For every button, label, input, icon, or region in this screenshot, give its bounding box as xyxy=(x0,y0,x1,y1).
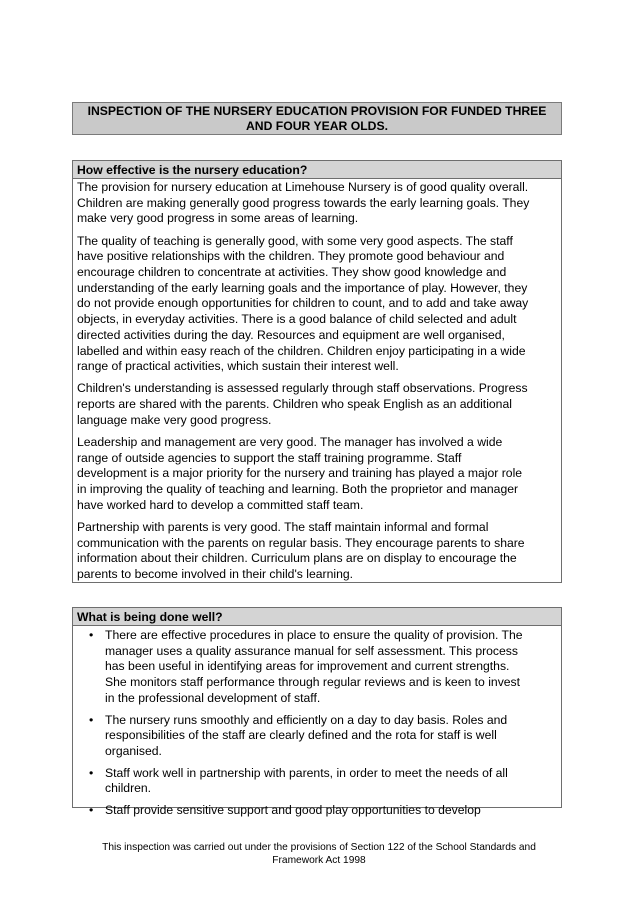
list-item-line: responsibilities of the staff are clearly defined and the rota for staff is well xyxy=(105,728,497,743)
list-item-line: There are effective procedures in place to ensure the quality of provision. The xyxy=(105,628,523,642)
paragraph-line: communication with the parents on regular basis. They encourage parents to share xyxy=(77,535,525,550)
paragraph xyxy=(77,435,557,514)
bullet-icon: • xyxy=(89,712,94,727)
paragraph-line: language make very good progress. xyxy=(77,412,272,427)
list-item xyxy=(73,713,561,760)
report-title-line-2: AND FOUR YEAR OLDS. xyxy=(246,119,388,133)
done-well-list xyxy=(73,626,561,819)
paragraph-line: Leadership and management are very good. The manager has involved a wide xyxy=(77,435,503,450)
effectiveness-heading: How effective is the nursery education? xyxy=(73,161,561,179)
paragraph-line: labelled and within easy reach of the children. Children enjoy participating in a wide xyxy=(77,343,526,358)
list-item xyxy=(73,766,561,797)
paragraph-line: development is a major priority for the nursery and training has played a major role xyxy=(77,466,523,481)
paragraph-line: in improving the quality of teaching and learning. Both the proprietor and manager xyxy=(77,482,519,497)
done-well-heading: What is being done well? xyxy=(73,608,561,626)
paragraph xyxy=(77,234,557,375)
paragraph-line: encourage children to concentrate at activities. They show good knowledge and xyxy=(77,265,507,280)
list-item-line: children. xyxy=(105,781,152,796)
footer-line-1: This inspection was carried out under the provisions of Section 122 of the School Standards and xyxy=(102,842,536,853)
paragraph-line: The quality of teaching is generally good, with some very good aspects. The staff xyxy=(77,233,513,248)
paragraph-line: reports are shared with the parents. Children who speak English as an additional xyxy=(77,397,512,412)
list-item xyxy=(73,803,561,819)
paragraph-line: directed activities during the day. Resources and equipment are well organised, xyxy=(77,327,505,342)
list-item-line: Staff provide sensitive support and good play opportunities to develop xyxy=(105,803,481,818)
paragraph-line: The provision for nursery education at Limehouse Nursery is of good quality overall. xyxy=(77,180,529,194)
paragraph-line: do not provide enough opportunities for children to count, and to add and take away xyxy=(77,296,529,311)
paragraph-line: make very good progress in some areas of learning. xyxy=(77,211,359,226)
paragraph xyxy=(77,180,557,227)
paragraph-line: information about their children. Curriculum plans are on display to encourage the xyxy=(77,551,517,566)
done-well-section xyxy=(72,607,562,818)
paragraph-line: Children's understanding is assessed regularly through staff observations. Progress xyxy=(77,381,528,396)
list-item-line: has been useful in identifying areas for improvement and current strengths. xyxy=(105,659,510,674)
report-title-line-1: INSPECTION OF THE NURSERY EDUCATION PROVISION FOR FUNDED THREE xyxy=(87,104,547,118)
effectiveness-body xyxy=(73,179,561,583)
list-item-line: The nursery runs smoothly and efficiently on a day to day basis. Roles and xyxy=(105,712,508,727)
paragraph-line: have worked hard to develop a committed staff team. xyxy=(77,497,364,512)
footer-line-2: Framework Act 1998 xyxy=(272,855,366,866)
list-item-line: manager uses a quality assurance manual for self assessment. This process xyxy=(105,643,518,658)
paragraph-line: range of outside agencies to support the staff training programme. Staff xyxy=(77,450,462,465)
paragraph-line: Children are making generally good progress towards the early learning goals. They xyxy=(77,195,530,210)
report-title xyxy=(72,102,562,135)
bullet-icon: • xyxy=(89,803,94,818)
bullet-icon: • xyxy=(89,765,94,780)
list-item xyxy=(73,628,561,707)
paragraph-line: range of practical activities, which sustain their interest well. xyxy=(77,359,399,374)
inspection-footer xyxy=(0,841,638,867)
paragraph-line: Partnership with parents is very good. The staff maintain informal and formal xyxy=(77,520,489,535)
paragraph-line: parents to become involved in their child's learning. xyxy=(77,567,354,582)
paragraph xyxy=(77,520,557,583)
paragraph-line: understanding of the early learning goals and the importance of play. However, they xyxy=(77,280,528,295)
list-item-line: She monitors staff performance through regular reviews and is keen to invest xyxy=(105,675,521,690)
list-item-line: Staff work well in partnership with parents, in order to meet the needs of all xyxy=(105,765,508,780)
paragraph-line: objects, in everyday activities. There is a good balance of child selected and adult xyxy=(77,312,517,327)
bullet-icon: • xyxy=(89,628,94,642)
effectiveness-section xyxy=(72,160,562,583)
list-item-line: in the professional development of staff. xyxy=(105,690,321,705)
list-item-line: organised. xyxy=(105,743,162,758)
paragraph-line: have positive relationships with the children. They promote good behaviour and xyxy=(77,249,505,264)
paragraph xyxy=(77,381,557,428)
